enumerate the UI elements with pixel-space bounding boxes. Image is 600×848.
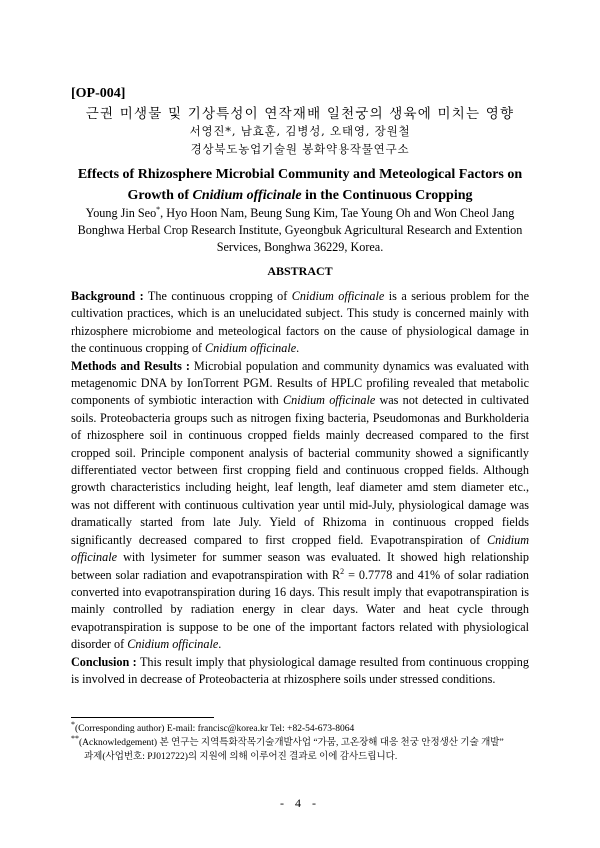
text: . xyxy=(296,341,300,356)
footnote-divider xyxy=(71,717,214,718)
text: was not detected in cultivated soils. Proteobacteria groups such as nitrogen fixing bacteria, Pseudomonas and Burkholderia of rhizosphere soil in continuous cropped fields mainly decreased compared to the first cropped soil. Principle component analysis of bacterial community showed a significantly differentiated vector between first cropping field and continuous cropped fields. Although growth characteristics including height, leaf length, leaf diameter amd stem diameter etc., was not different with continuous cultivation year until mid-July, physiological damage was dramatically started from late July. Yield of Rhizoma in continuous cropped fields significantly decreased compared to first cropped field. Evapotranspiration of xyxy=(71,393,529,547)
footnote-acknowledgement-cont: 과제(사업번호: PJ012722)의 지원에 의해 이루어진 결과로 이에 감사드립니다. xyxy=(84,752,398,762)
superscript: 2 xyxy=(340,566,345,576)
korean-authors: 서영진*, 남효훈, 김병성, 오태영, 장원철 xyxy=(189,124,411,138)
abstract-code: [OP-004] xyxy=(71,86,126,101)
text: is a serious problem for the cultivation practices, which is an unelucidated subject. This study is concerned mainly with rhizosphere microbiome and meteological factors on the cause of physiological damage in the continuous cropping of xyxy=(71,289,529,356)
text: The continuous cropping of xyxy=(143,289,292,303)
title-text: in the Continuous Cropping xyxy=(301,188,473,203)
species-name: Cnidium officinale xyxy=(192,188,302,203)
conclusion-label: Conclusion : xyxy=(71,654,137,669)
background-label: Background : xyxy=(71,289,144,303)
species-name: Cnidium officinale xyxy=(283,393,376,408)
text: This result imply that physiological damage resulted from continuous cropping is involved in decrease of Proteobacteria at rhizosphere soils under stressed conditions. xyxy=(71,654,529,686)
text: = 0.7778 and 41% of solar radiation converted into evapotranspiration during 16 days. This result imply that evapotranspiration is mainly controlled by radiation energy in clear days. Water and heat cycle through evapotranspiration is suppose to be one of the important factors related with physiological disorder of xyxy=(71,567,529,652)
footnote-text: (Acknowledgement) 본 연구는 지역특화작목기술개발사업 “가뭄, 고온장해 대응 천궁 안정생산 기술 개발” xyxy=(79,738,504,748)
footnote-acknowledgement xyxy=(71,733,541,750)
footnote-text: (Corresponding author) E-mail: francisc@korea.kr Tel: +82-54-673-8064 xyxy=(75,724,355,734)
title-text: Growth of xyxy=(127,188,193,203)
conclusion-paragraph xyxy=(71,654,529,689)
text: Microbial population and community dynamics was evaluated with metagenomic DNA by IonTorrent PGM. Results of HPLC profiling revealed that metabolic components of symbiotic interaction with xyxy=(71,358,529,408)
methods-paragraph xyxy=(71,358,529,654)
background-paragraph xyxy=(71,288,529,358)
english-title-line1: Effects of Rhizosphere Microbial Community and Meteological Factors on xyxy=(77,167,523,182)
abstract-body xyxy=(71,288,529,688)
korean-affiliation: 경상북도농업기술원 봉화약용작물연구소 xyxy=(190,142,410,156)
footnote-mark: ** xyxy=(71,733,79,743)
species-name: Cnidium officinale xyxy=(71,532,529,565)
author-names: , Hyo Hoon Nam, Beung Sung Kim, Tae Young Oh and Won Cheol Jang xyxy=(160,206,515,220)
text: with lysimeter for summer season was evaluated. It showed high relationship between solar radiation and evapotranspiration with R xyxy=(71,550,529,582)
english-affiliation: Bonghwa Herbal Crop Research Institute, Gyeongbuk Agricultural Research and Extention Services, Bonghwa 36229, Korea. xyxy=(77,223,523,254)
text: . xyxy=(218,637,222,652)
corresponding-mark: * xyxy=(156,204,161,214)
footnote-mark: * xyxy=(71,719,75,729)
methods-label: Methods and Results : xyxy=(71,358,190,373)
page-number: - 4 - xyxy=(280,796,320,810)
korean-title: 근권 미생물 및 기상특성이 연작재배 일천궁의 생육에 미치는 영향 xyxy=(85,106,515,122)
species-name: Cnidium officinale xyxy=(127,637,219,652)
abstract-heading: ABSTRACT xyxy=(267,264,333,278)
footnote-corresponding xyxy=(71,719,541,736)
english-title-line2 xyxy=(0,185,600,206)
species-name: Cnidium officinale xyxy=(291,289,385,303)
species-name: Cnidium officinale xyxy=(205,341,297,356)
author-name: Young Jin Seo xyxy=(85,206,157,220)
english-title xyxy=(0,164,600,206)
english-authors xyxy=(0,205,600,222)
